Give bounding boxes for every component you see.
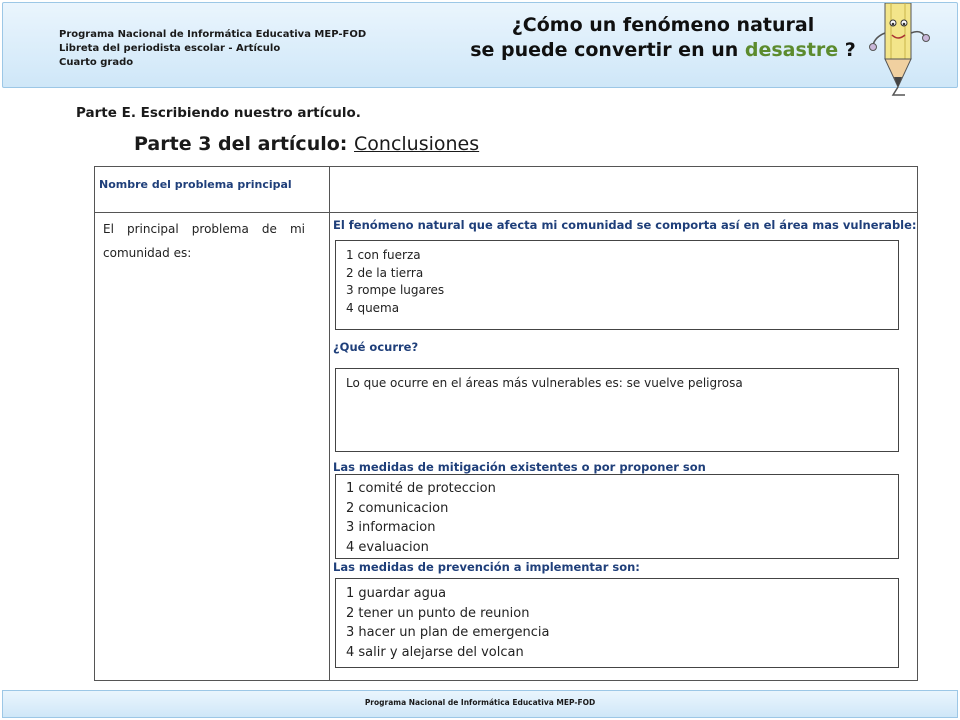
grade-label: Cuarto grado bbox=[59, 57, 134, 68]
conclusions-table bbox=[94, 166, 918, 681]
row-divider bbox=[95, 212, 917, 213]
answer-prevention-item: 3 hacer un plan de emergencia bbox=[346, 625, 550, 640]
subsection-heading bbox=[134, 133, 479, 155]
answer-behavior-item: 3 rompe lugares bbox=[346, 283, 445, 297]
section-heading: Parte E. Escribiendo nuestro artículo. bbox=[76, 105, 361, 121]
answer-what-happens-box[interactable] bbox=[335, 368, 899, 452]
answer-prevention-item: 2 tener un punto de reunion bbox=[346, 605, 530, 621]
title-line-1: ¿Cómo un fenómeno natural bbox=[511, 14, 815, 36]
column-divider bbox=[329, 167, 330, 680]
question-behavior: El fenómeno natural que afecta mi comunidad se comporta así en el área mas vulnerable: bbox=[333, 218, 917, 232]
answer-mitigation-item: 2 comunicacion bbox=[346, 500, 449, 516]
footer-banner bbox=[2, 690, 958, 718]
program-info bbox=[59, 28, 366, 70]
title-line-2 bbox=[433, 38, 893, 63]
page-title bbox=[433, 13, 893, 63]
question-prevention: Las medidas de prevención a implementar son: bbox=[333, 560, 640, 574]
header-banner bbox=[2, 2, 958, 88]
answer-behavior-item: 1 con fuerza bbox=[346, 248, 421, 262]
question-what-happens: ¿Qué ocurre? bbox=[333, 340, 419, 354]
answer-mitigation-item: 4 evaluacion bbox=[346, 539, 429, 555]
answer-mitigation-item: 1 comité de proteccion bbox=[346, 481, 496, 496]
problem-name-value[interactable] bbox=[335, 171, 905, 207]
question-mitigation: Las medidas de mitigación existentes o por proponer son bbox=[333, 460, 706, 474]
answer-mitigation-box[interactable] bbox=[335, 474, 899, 559]
answer-behavior-item: 2 de la tierra bbox=[346, 265, 424, 280]
title-line-2-start: se puede convertir en un bbox=[470, 39, 739, 61]
footer-text: Programa Nacional de Informática Educativa MEP-FOD bbox=[364, 698, 596, 707]
answer-prevention-item: 1 guardar agua bbox=[346, 586, 447, 601]
program-name: Programa Nacional de Informática Educativa MEP-FOD bbox=[59, 29, 367, 40]
title-accent-word: desastre bbox=[744, 39, 839, 61]
answer-prevention-item: 4 salir y alejarse del volcan bbox=[346, 644, 524, 660]
pencil-mascot-icon bbox=[867, 3, 947, 99]
problem-name-label: Nombre del problema principal bbox=[99, 178, 292, 191]
subsection-prefix: Parte 3 del artículo: bbox=[134, 133, 348, 155]
answer-mitigation-item: 3 informacion bbox=[346, 520, 436, 535]
subsection-topic: Conclusiones bbox=[354, 133, 480, 155]
notebook-name: Libreta del periodista escolar - Artículo bbox=[59, 43, 281, 54]
answer-behavior-item: 4 quema bbox=[346, 300, 400, 315]
answer-what-happens-text: Lo que ocurre en el áreas más vulnerables es: se vuelve peligrosa bbox=[346, 376, 743, 390]
title-question-mark: ? bbox=[844, 39, 856, 61]
main-problem-label: El principal problema de mi comunidad es: bbox=[103, 222, 305, 260]
answer-behavior-box[interactable] bbox=[335, 240, 899, 330]
answer-prevention-box[interactable] bbox=[335, 578, 899, 668]
